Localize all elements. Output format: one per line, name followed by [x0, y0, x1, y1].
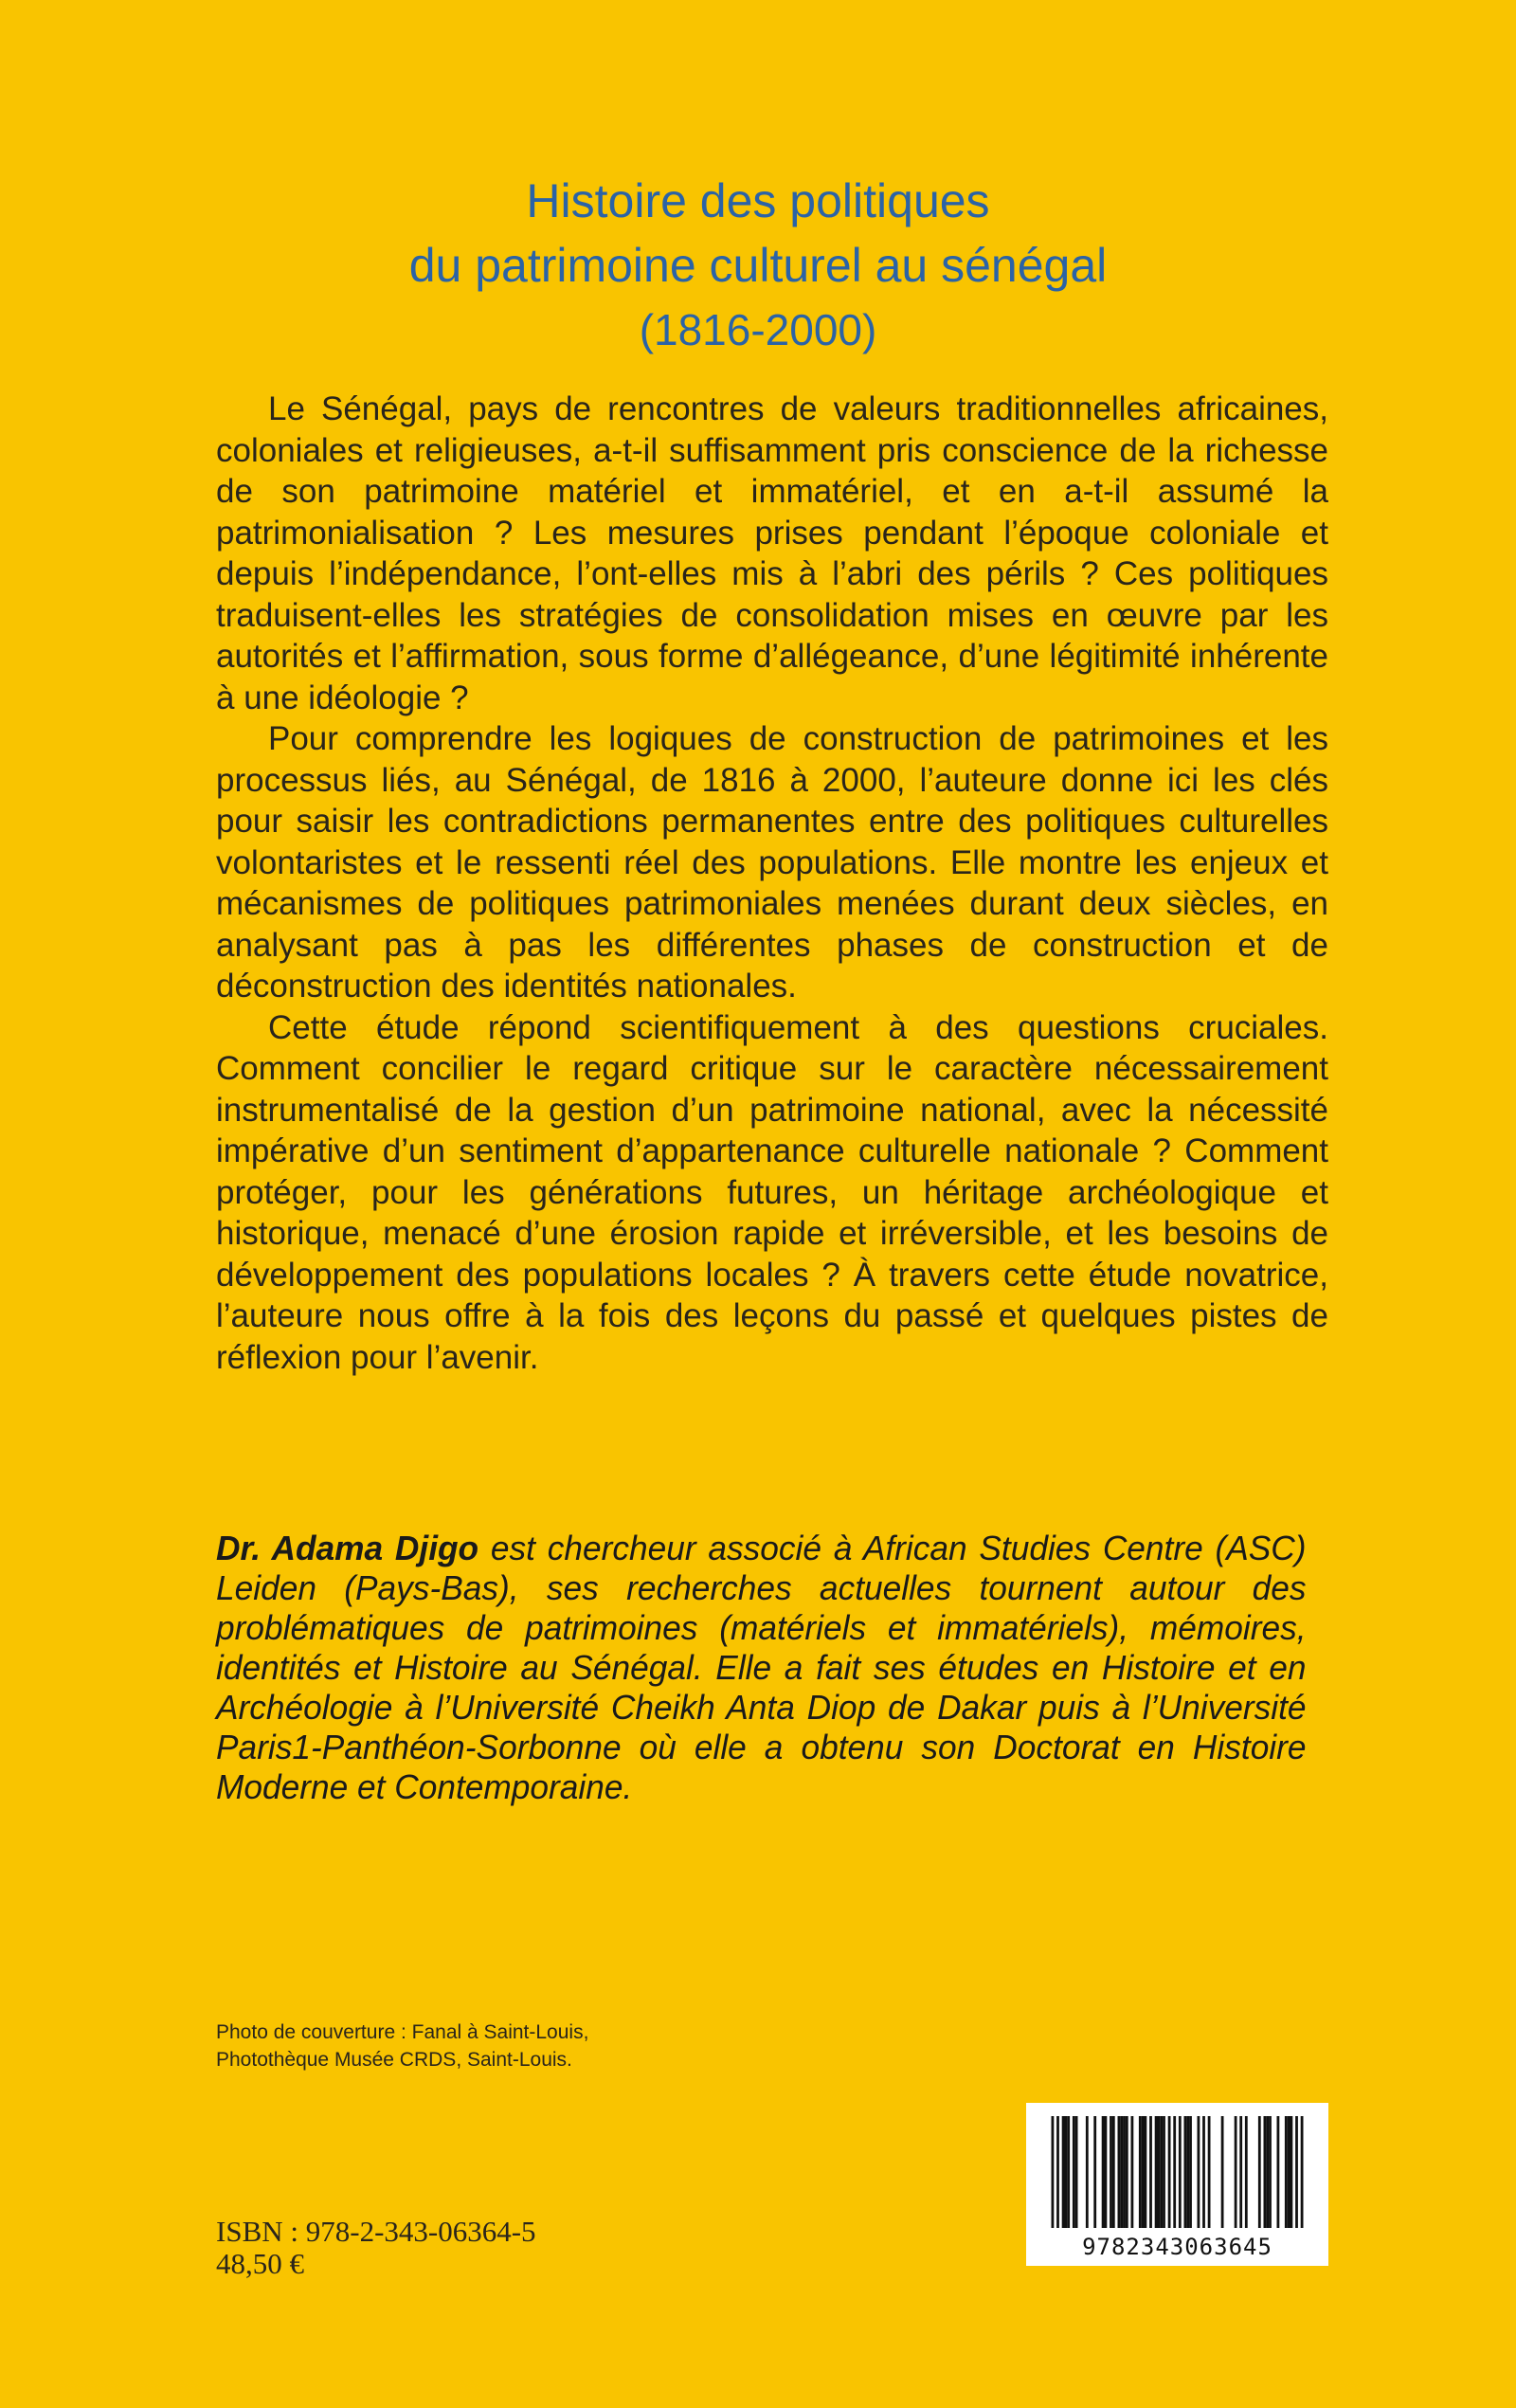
barcode-bar	[1056, 2116, 1059, 2228]
barcode-bar	[1110, 2116, 1112, 2228]
book-title-block	[0, 169, 1516, 362]
blurb-paragraph-3: Cette étude répond scientifiquement à des questions cruciales. Comment concilier le regard critique sur le caractère nécessairement instrumentalisé de la gestion d’un patrimoine national, avec la nécessité impérative d’un sentiment d’appartenance culturelle nationale ? Comment protéger, pour les générations futures, un héritage archéologique et historique, menacé d’une érosion rapide et irréversible, et les besoins de développement des populations locales ? À travers cette étude novatrice, l’auteure nous offre à la fois des leçons du passé et quelques pistes de réflexion pour l’avenir.	[216, 1008, 1328, 1376]
barcode-bar	[1208, 2116, 1211, 2228]
barcode-bar	[1198, 2116, 1200, 2228]
barcode-bar	[1258, 2116, 1261, 2228]
barcode-bar	[1126, 2116, 1128, 2228]
barcode-bar	[1179, 2116, 1182, 2228]
barcode-bar	[1086, 2116, 1089, 2228]
barcode-bar	[1075, 2116, 1078, 2228]
barcode-bar	[1266, 2116, 1269, 2228]
barcode-bar	[1158, 2116, 1161, 2228]
barcode-digits: 9782343063645	[1082, 2234, 1272, 2260]
title-line-2: du patrimoine culturel au sénégal	[408, 239, 1108, 292]
price-label: 48,50 €	[216, 2247, 304, 2280]
barcode-bar	[1173, 2116, 1176, 2228]
barcode-bar	[1290, 2116, 1293, 2228]
author-bio	[216, 1529, 1307, 1807]
barcode-bar	[1105, 2116, 1108, 2228]
barcode-bar	[1160, 2116, 1163, 2228]
isbn-block	[216, 2216, 536, 2280]
barcode-bar	[1123, 2116, 1126, 2228]
author-bio-text: est chercheur associé à African Studies Centre (ASC) Leiden (Pays-Bas), ses recherches actuelles tournent autour des problématiques de patrimoines (matériels et immatériels), mémoires, identités et Histoire au Sénégal. Elle a fait ses études en Histoire et en Archéologie à l’Université Cheikh Anta Diop de Dakar puis à l’Université Paris1-Panthéon-Sorbonne où elle a obtenu son Doctorat en Histoire Moderne et Contemporaine.	[216, 1529, 1307, 1806]
barcode-bar	[1186, 2116, 1189, 2228]
barcode-bar	[1202, 2116, 1205, 2228]
barcode-bar	[1184, 2116, 1187, 2228]
barcode-bar	[1073, 2116, 1075, 2228]
barcode-bar	[1142, 2116, 1145, 2228]
blurb-text	[216, 389, 1328, 1378]
author-name: Dr. Adama Djigo	[216, 1529, 479, 1567]
barcode-bar	[1052, 2116, 1055, 2228]
barcode-bar	[1235, 2116, 1237, 2228]
barcode-bar	[1067, 2116, 1070, 2228]
barcode-bar	[1149, 2116, 1152, 2228]
barcode-bar	[1189, 2116, 1192, 2228]
barcode-bar	[1221, 2116, 1224, 2228]
barcode-bar	[1295, 2116, 1298, 2228]
barcode-bar	[1269, 2116, 1272, 2228]
title-years: (1816-2000)	[639, 305, 877, 354]
barcode-bar	[1145, 2116, 1147, 2228]
isbn-label: ISBN : 978-2-343-06364-5	[216, 2215, 536, 2248]
barcode-bar	[1118, 2116, 1121, 2228]
barcode-bar	[1163, 2116, 1165, 2228]
photo-credit	[216, 2019, 588, 2073]
barcode-bar	[1245, 2116, 1248, 2228]
barcode-bar	[1065, 2116, 1068, 2228]
photo-credit-line-1: Photo de couverture : Fanal à Saint-Louis,	[216, 2021, 589, 2043]
barcode-bar	[1264, 2116, 1267, 2228]
barcode-bar	[1120, 2116, 1123, 2228]
barcode-bar	[1155, 2116, 1158, 2228]
blurb-paragraph-1: Le Sénégal, pays de rencontres de valeurs traditionnelles africaines, coloniales et religieuses, a-t-il suffisamment pris conscience de la richesse de son patrimoine matériel et immatériel, et en a-t-il assumé la patrimonialisation ? Les mesures prises pendant l’époque coloniale et depuis l’indépendance, l’ont-elles mis à l’abri des périls ? Ces politiques traduisent-elles les stratégies de consolidation mises en œuvre par les autorités et l’affirmation, sous forme d’allégeance, d’une légitimité inhérente à une idéologie ?	[216, 390, 1328, 716]
barcode-bar	[1288, 2116, 1290, 2228]
barcode-bar	[1139, 2116, 1142, 2228]
barcode-bar	[1093, 2116, 1096, 2228]
barcode-bar	[1301, 2116, 1304, 2228]
barcode-bar	[1168, 2116, 1171, 2228]
barcode-bar	[1112, 2116, 1115, 2228]
barcode-bar	[1239, 2116, 1242, 2228]
barcode-bar	[1131, 2116, 1134, 2228]
barcode-bar	[1285, 2116, 1288, 2228]
barcode-bar	[1277, 2116, 1280, 2228]
photo-credit-line-2: Photothèque Musée CRDS, Saint-Louis.	[216, 2049, 572, 2071]
title-line-1: Histoire des politiques	[526, 174, 990, 227]
barcode-bars	[1026, 2103, 1328, 2236]
blurb-paragraph-2: Pour comprendre les logiques de construction de patrimoines et les processus liés, au Sénégal, de 1816 à 2000, l’auteure donne ici les clés pour saisir les contradictions permanentes entre des politiques culturelles volontaristes et le ressenti réel des populations. Elle montre les enjeux et mécanismes de politiques patrimoniales menées durant deux siècles, en analysant pas à pas les différentes phases de construction et de déconstruction des identités nationales.	[216, 720, 1328, 1005]
barcode-bar	[1102, 2116, 1105, 2228]
barcode-bar	[1062, 2116, 1065, 2228]
barcode	[1026, 2103, 1328, 2266]
